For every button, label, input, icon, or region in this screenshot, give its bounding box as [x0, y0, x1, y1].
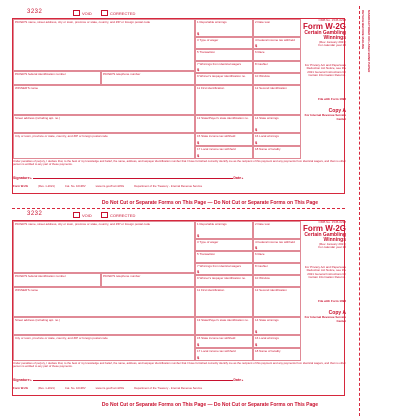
box8-field[interactable]: [253, 263, 301, 275]
form-subtitle: Certain Gambling Winnings: [304, 29, 346, 41]
box9-field[interactable]: [195, 73, 253, 85]
box15-field[interactable]: [195, 133, 253, 146]
field-label: 5 Transaction: [197, 252, 216, 256]
field-label: 4 Federal income tax withheld: [255, 38, 295, 42]
side-text-manufactured: MANUFACTURED ON LASER BOND PAPER: [367, 10, 371, 73]
dollar-sign: $: [197, 139, 200, 145]
dollar-sign: $: [255, 42, 258, 48]
field-label: 10 Window: [255, 276, 270, 280]
box10-field[interactable]: [253, 73, 301, 85]
dollar-sign: $: [197, 232, 200, 238]
box13-field[interactable]: [195, 317, 253, 335]
footer-form: Form W-2G: [13, 386, 29, 390]
field-label: WINNER'S name: [15, 86, 39, 90]
dollar-sign: $: [197, 268, 200, 274]
box1-field[interactable]: [195, 221, 253, 239]
field-label: City or town, province or state, country, and ZIP or foreign postal code: [15, 134, 108, 138]
box2-field[interactable]: [253, 19, 301, 37]
date-label: Date: [233, 378, 242, 382]
dollar-sign: $: [197, 152, 200, 158]
payer-name-field[interactable]: [13, 19, 195, 71]
corrected-label: CORRECTED: [110, 212, 136, 218]
winner-name-field[interactable]: [13, 85, 195, 115]
field-label: 6 Race: [255, 252, 265, 256]
field-label: PAYER'S federal identification number: [15, 72, 66, 76]
signature-label: Signature: [13, 176, 30, 180]
footer-cat: Cat. No. 10138V: [64, 386, 86, 390]
privacy-notice: For Privacy Act and Paperwork Reduction Act Notice, see the 2021 General Instructions for Certain Information Returns.: [304, 62, 346, 78]
perjury-statement: Under penalties of perjury, I declare that, to the best of my knowledge and belief, the name, address, and taxpayer identification number that I have furnished correctly identify me as the recipient of this payment and any payments from identical wagers, and that no other person is entitled to any part of these payments.: [13, 159, 346, 167]
box4-field[interactable]: [253, 239, 301, 251]
field-label: 15 State income tax withheld: [197, 336, 236, 340]
field-label: 17 Local income tax withheld: [197, 349, 236, 353]
field-label: 14 State winnings: [255, 318, 279, 322]
form-title-column: [301, 221, 346, 361]
corrected-checkbox[interactable]: [101, 212, 135, 218]
dollar-sign: $: [197, 30, 200, 36]
box7-field[interactable]: [195, 263, 253, 275]
footer-cat: Cat. No. 10138V: [64, 184, 86, 188]
field-label: 12 Second identification: [255, 288, 287, 292]
footer-dept: Department of the Treasury - Internal Revenue Service: [134, 184, 203, 188]
box12-field[interactable]: [253, 85, 301, 115]
box16-field[interactable]: [253, 133, 301, 146]
corrected-label: CORRECTED: [110, 10, 136, 16]
form-title: Form W-2G: [303, 21, 346, 31]
corrected-box[interactable]: [101, 212, 108, 218]
privacy-notice: For Privacy Act and Paperwork Reduction Act Notice, see the 2021 General Instructions for Certain Information Returns.: [304, 264, 346, 280]
signature-line[interactable]: Signature ▸ Date ▸: [13, 378, 244, 382]
signature-line[interactable]: Signature ▸ Date ▸: [13, 176, 244, 180]
form-title: Form W-2G: [303, 223, 346, 233]
field-label: 16 Local winnings: [255, 134, 279, 138]
form-title-column: [301, 19, 346, 159]
perforation-line: [359, 6, 360, 416]
omb-number: OMB No. 1545-0238: [318, 220, 346, 224]
winner-street-field[interactable]: [13, 115, 195, 133]
box15-field[interactable]: [195, 335, 253, 348]
box10-field[interactable]: [253, 275, 301, 287]
field-label: 14 State winnings: [255, 116, 279, 120]
field-label: City or town, province or state, country, and ZIP or foreign postal code: [15, 336, 108, 340]
form-code: 3232: [27, 211, 43, 217]
field-label: PAYER'S telephone number: [103, 274, 141, 278]
side-text-detach: DETACH BEFORE MAILING: [361, 10, 365, 50]
field-label: PAYER'S name, street address, city or town, province or state, country, and ZIP or foreign postal code: [15, 222, 151, 226]
field-label: 4 Federal income tax withheld: [255, 240, 295, 244]
box11-field[interactable]: [195, 85, 253, 115]
field-label: 13 State/Payer's state identification no.: [197, 318, 249, 322]
field-label: 11 First identification: [197, 86, 225, 90]
box14-field[interactable]: [253, 317, 301, 335]
field-label: 2 Date won: [255, 222, 271, 226]
box3-field[interactable]: [195, 239, 253, 251]
field-label: 15 State income tax withheld: [197, 134, 236, 138]
separator-line: [12, 208, 345, 209]
form-subtitle: Certain Gambling Winnings: [304, 231, 346, 243]
date-label: Date: [233, 176, 242, 180]
dollar-sign: $: [255, 126, 258, 132]
void-box[interactable]: [73, 212, 80, 218]
footer-form: Form W-2G: [13, 184, 29, 188]
form-code: 3232: [27, 9, 43, 15]
payer-tin-field[interactable]: [13, 273, 101, 287]
form-w2g-copy-2: [12, 211, 346, 396]
calendar-year: For calendar year 20: [318, 245, 346, 250]
void-checkbox[interactable]: [73, 212, 92, 218]
perjury-statement: Under penalties of perjury, I declare that, to the best of my knowledge and belief, the name, address, and taxpayer identification number that I have furnished correctly identify me as the recipient of this payment and any payments from identical wagers, and that no other person is entitled to any part of these payments.: [13, 361, 346, 369]
field-label: 2 Date won: [255, 20, 271, 24]
field-label: 6 Race: [255, 50, 265, 54]
box14-field[interactable]: [253, 115, 301, 133]
box16-field[interactable]: [253, 335, 301, 348]
field-label: 13 State/Payer's state identification no.: [197, 116, 249, 120]
field-label: 17 Local income tax withheld: [197, 147, 236, 151]
field-label: 9 Winner's taxpayer identification no.: [197, 74, 246, 78]
box8-field[interactable]: [253, 61, 301, 73]
field-label: 5 Transaction: [197, 50, 216, 54]
field-label: 7 Winnings from identical wagers: [197, 62, 242, 66]
box17-field[interactable]: [195, 348, 253, 361]
field-label: PAYER'S federal identification number: [15, 274, 66, 278]
field-label: 7 Winnings from identical wagers: [197, 264, 242, 268]
box13-field[interactable]: [195, 115, 253, 133]
payer-phone-field[interactable]: [101, 273, 195, 287]
winner-city-field[interactable]: [13, 133, 195, 159]
copy-sub: For Internal Revenue Service Center: [304, 113, 346, 121]
field-label: 10 Window: [255, 74, 270, 78]
field-label: 8 Cashier: [255, 62, 268, 66]
dollar-sign: $: [197, 354, 200, 360]
field-label: 1 Reportable winnings: [197, 222, 227, 226]
field-label: 11 First identification: [197, 288, 225, 292]
copy-sub: For Internal Revenue Service Center: [304, 315, 346, 323]
payer-name-field[interactable]: [13, 221, 195, 273]
field-label: PAYER'S telephone number: [103, 72, 141, 76]
copy-label: Copy A: [328, 310, 346, 317]
field-label: Street address (including apt. no.): [15, 116, 61, 120]
field-label: 9 Winner's taxpayer identification no.: [197, 276, 246, 280]
copy-label: Copy A: [328, 108, 346, 115]
box5-field[interactable]: [195, 251, 253, 263]
dollar-sign: $: [197, 66, 200, 72]
box17-field[interactable]: [195, 146, 253, 159]
box9-field[interactable]: [195, 275, 253, 287]
footer-dept: Department of the Treasury - Internal Revenue Service: [134, 386, 203, 390]
winner-city-field[interactable]: [13, 335, 195, 361]
field-label: 12 Second identification: [255, 86, 287, 90]
winner-street-field[interactable]: [13, 317, 195, 335]
revision: (Rev. January 2021): [319, 241, 346, 246]
revision: (Rev. January 2021): [319, 39, 346, 44]
winner-name-field[interactable]: [13, 287, 195, 317]
form-sheet: [12, 6, 408, 416]
void-label: VOID: [82, 212, 92, 218]
file-with: File with Form 1096: [318, 96, 346, 101]
box2-field[interactable]: [253, 221, 301, 239]
dollar-sign: $: [197, 341, 200, 347]
payer-tin-field[interactable]: [13, 71, 101, 85]
box4-field[interactable]: [253, 37, 301, 49]
form-footer: [13, 185, 346, 188]
signature-label: Signature: [13, 378, 30, 382]
dollar-sign: $: [255, 139, 258, 145]
box11-field[interactable]: [195, 287, 253, 317]
payer-phone-field[interactable]: [101, 71, 195, 85]
field-label: 3 Type of wager: [197, 38, 219, 42]
void-checkbox[interactable]: [73, 10, 92, 16]
corrected-checkbox[interactable]: [101, 10, 135, 16]
box5-field[interactable]: [195, 49, 253, 61]
field-label: 3 Type of wager: [197, 240, 219, 244]
form-footer: [13, 387, 346, 390]
footer-url: www.irs.gov/FormW2G: [95, 386, 125, 390]
omb-number: OMB No. 1545-0238: [318, 18, 346, 22]
field-label: PAYER'S name, street address, city or town, province or state, country, and ZIP or foreign postal code: [15, 20, 151, 24]
file-with: File with Form 1096: [318, 298, 346, 303]
box7-field[interactable]: [195, 61, 253, 73]
footer-rev: (Rev. 1-2021): [38, 184, 55, 188]
box18-field[interactable]: [253, 146, 301, 159]
void-box[interactable]: [73, 10, 80, 16]
box1-field[interactable]: [195, 19, 253, 37]
form-w2g-copy-1: [12, 9, 346, 194]
dollar-sign: $: [255, 341, 258, 347]
field-label: 8 Cashier: [255, 264, 268, 268]
do-not-cut-warning: Do Not Cut or Separate Forms on This Page — Do Not Cut or Separate Forms on This Page: [101, 200, 319, 206]
field-label: 16 Local winnings: [255, 336, 279, 340]
calendar-year: For calendar year 20: [318, 43, 346, 48]
dollar-sign: $: [255, 328, 258, 334]
field-label: 18 Name of locality: [255, 349, 281, 353]
box6-field[interactable]: [253, 251, 301, 263]
void-label: VOID: [82, 10, 92, 16]
footer-rev: (Rev. 1-2021): [38, 386, 55, 390]
box6-field[interactable]: [253, 49, 301, 61]
field-label: Street address (including apt. no.): [15, 318, 61, 322]
box12-field[interactable]: [253, 287, 301, 317]
field-label: 18 Name of locality: [255, 147, 281, 151]
do-not-cut-warning-bottom: Do Not Cut or Separate Forms on This Page — Do Not Cut or Separate Forms on This Page: [101, 402, 319, 408]
dollar-sign: $: [255, 244, 258, 250]
field-label: WINNER'S name: [15, 288, 39, 292]
footer-url: www.irs.gov/FormW2G: [95, 184, 125, 188]
corrected-box[interactable]: [101, 10, 108, 16]
field-label: 1 Reportable winnings: [197, 20, 227, 24]
box18-field[interactable]: [253, 348, 301, 361]
box3-field[interactable]: [195, 37, 253, 49]
